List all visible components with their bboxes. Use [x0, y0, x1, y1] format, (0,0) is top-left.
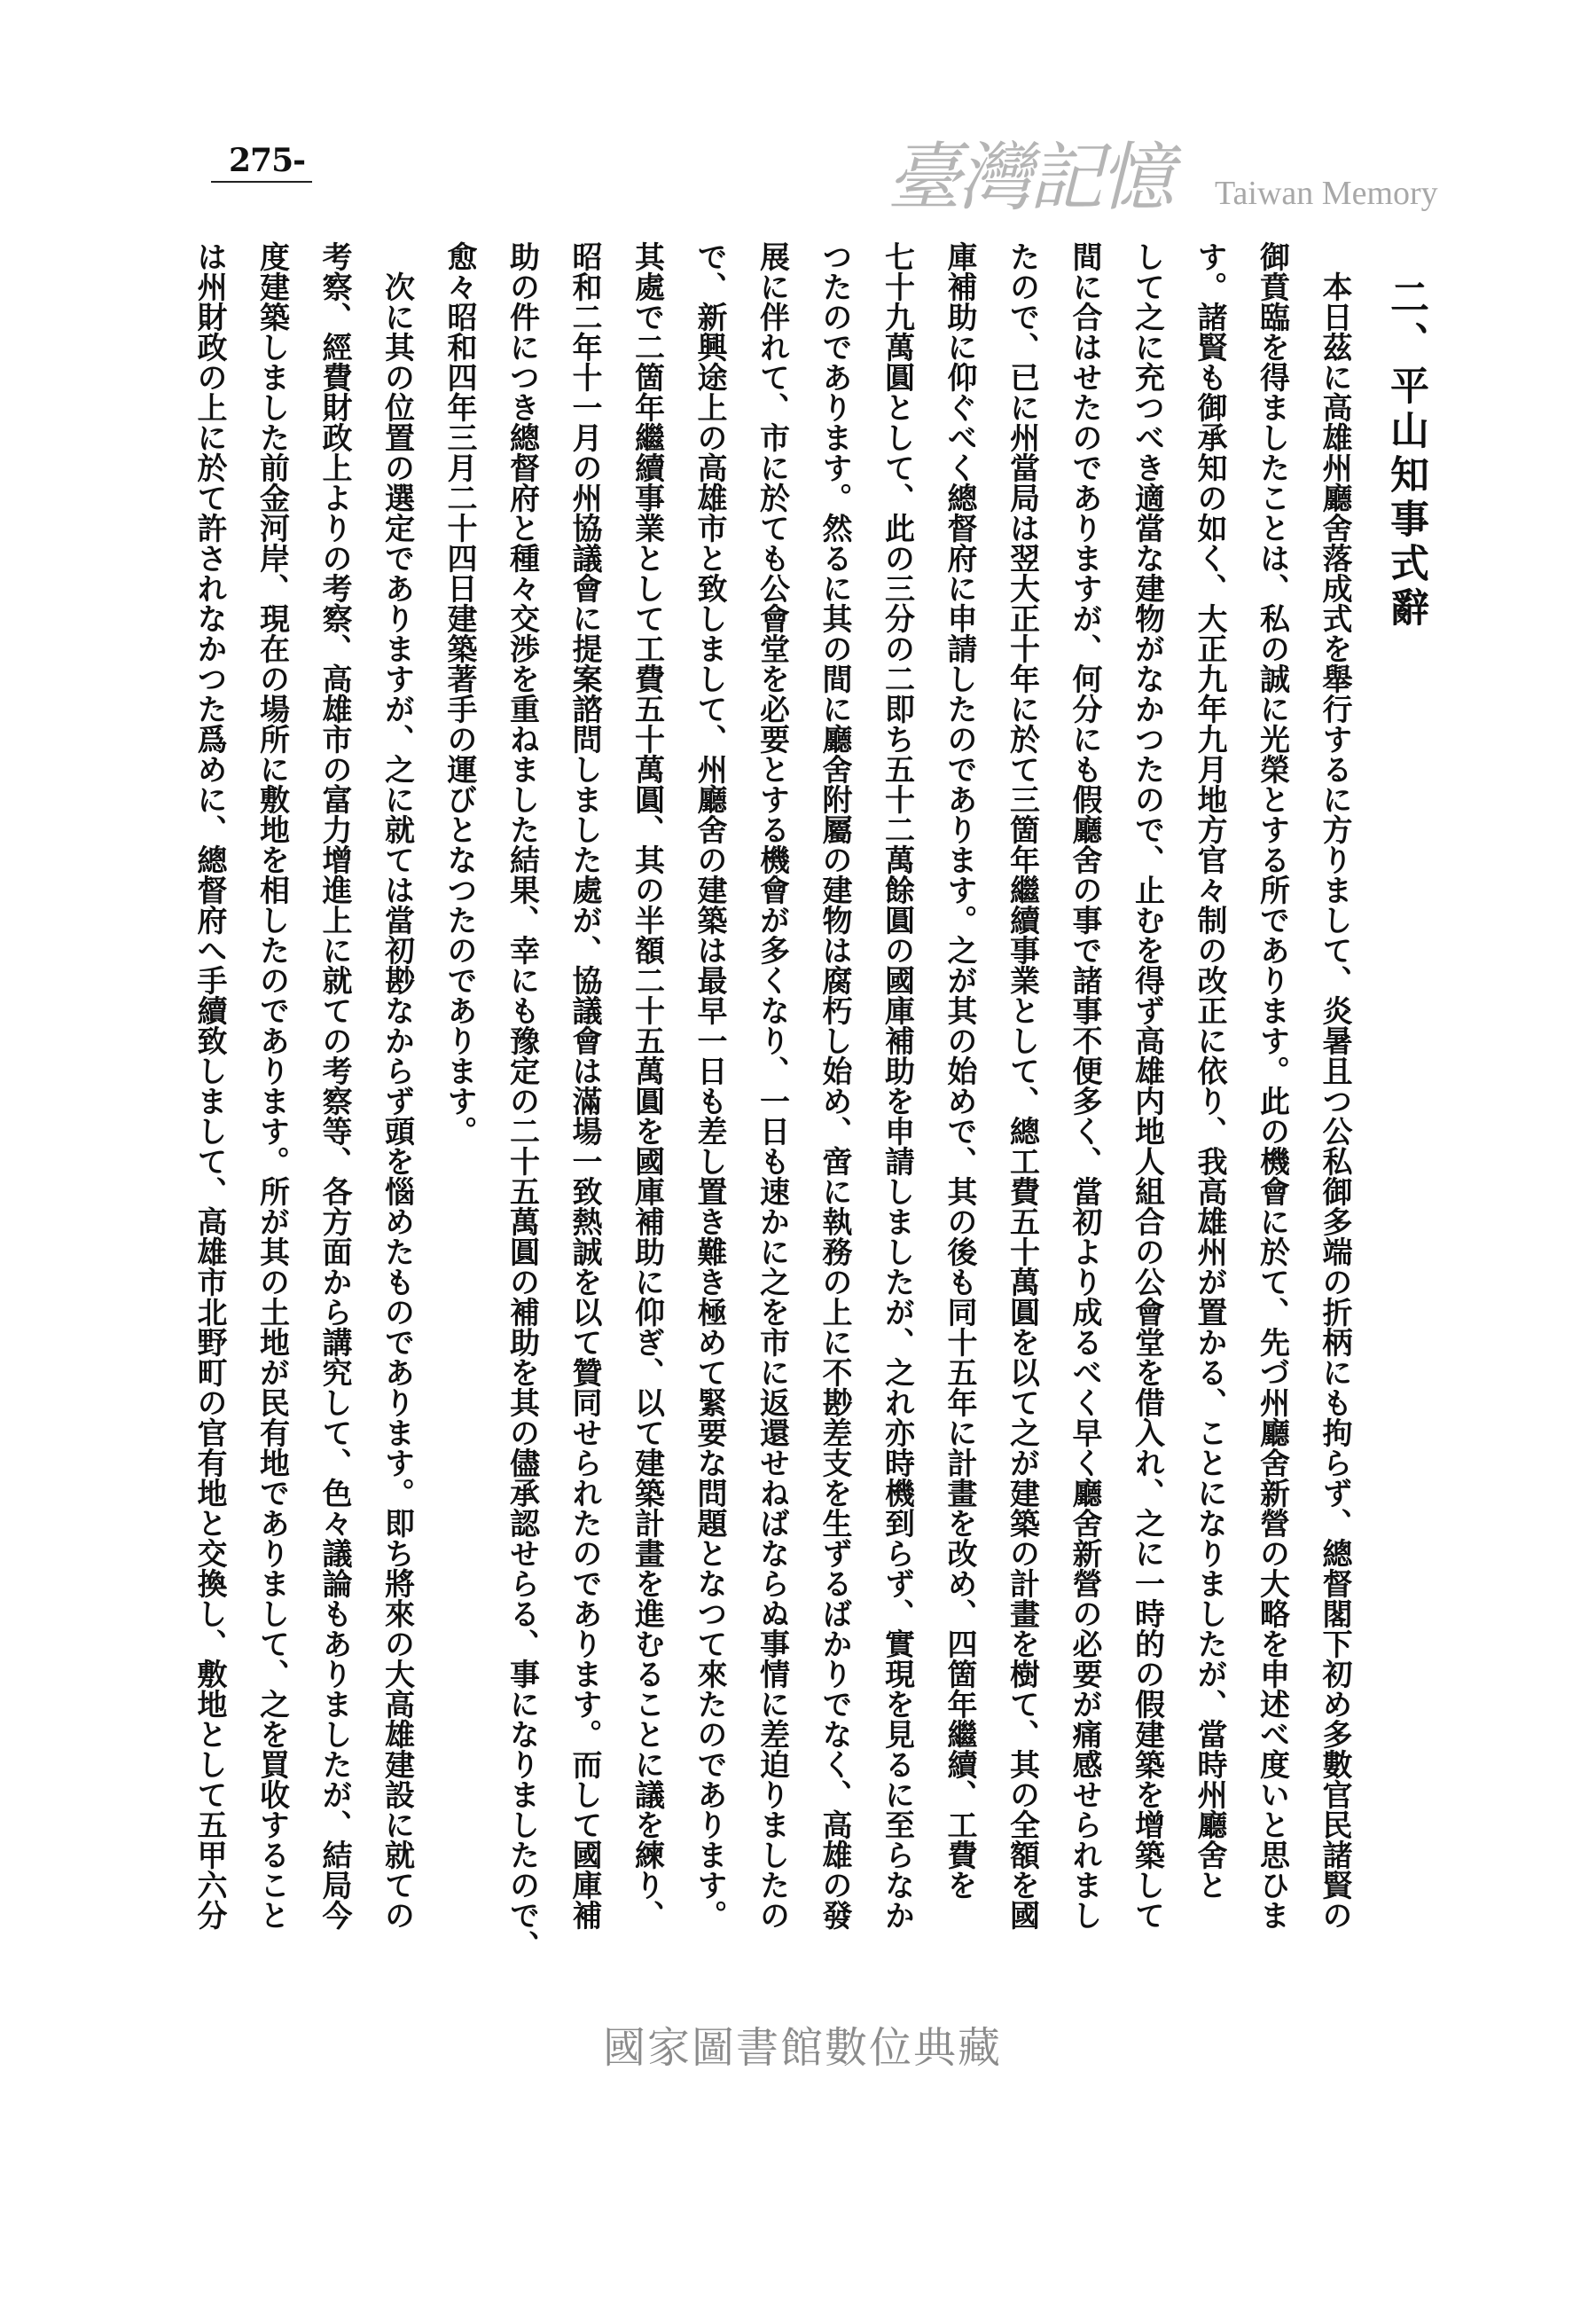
- text-column: 七十九萬圓として、此の三分の二即ち五十二萬餘圓の國庫補助を申請しましたが、之れ亦時機到らず、實現を見るに至らなか: [879, 241, 915, 1930]
- taiwan-memory-watermark: [887, 133, 1436, 231]
- text-column: 愈々昭和四年三月二十四日建築著手の運びとなつたのであります。: [442, 241, 477, 1146]
- footer-credit: 國家圖書館數位典藏: [603, 2023, 1003, 2073]
- watermark-sub: Taiwan Memory: [1215, 175, 1438, 212]
- text-column: 昭和二年十一月の州協議會に提案諮問しました處が、協議會は滿場一致熱誠を以て贊同せられたのであります。而して國庫補: [567, 241, 602, 1930]
- text-column: 度建築しました前金河岸、現在の場所に敷地を相したのであります。所が其の土地が民有地でありまして、之を買收すること: [254, 241, 290, 1930]
- text-column: して之に充つべき適當な建物がなかつたので、止むを得ず高雄内地人組合の公會堂を借入れ、之に一時的の假建築を增築して: [1129, 241, 1165, 1930]
- text-column: たので、已に州當局は翌大正十年に於て三箇年繼續事業として、總工費五十萬圓を以て之が建築の計畫を樹て、其の全額を國: [1004, 241, 1040, 1930]
- text-column: 考察、經費財政上よりの考察、高雄市の富力增進上に就ての考察等、各方面から講究して、色々議論もありましたが、結局今: [317, 241, 352, 1930]
- text-column: 展に伴れて、市に於ても公會堂を必要とする機會が多くなり、一日も速かに之を市に返還せねばならぬ事情に差迫りましたの: [754, 241, 790, 1930]
- text-column: 助の件につき總督府と種々交渉を重ねました結果、幸にも豫定の二十五萬圓の補助を其の儘承認せらる、事になりましたので、: [504, 241, 540, 1960]
- text-column: 庫補助に仰ぐべく總督府に申請したのであります。之が其の始めで、其の後も同十五年に計畫を改め、四箇年繼續、工費を: [942, 241, 977, 1900]
- text-column: で、新興途上の高雄市と致しまして、州廳舍の建築は最早一日も差し置き難き極めて緊要な問題となつて來たのであります。: [692, 241, 727, 1930]
- vertical-text-body: [164, 241, 1445, 1993]
- text-column: つたのであります。然るに其の間に廳舍附屬の建物は腐朽し始め、啻に執務の上に不尠差支を生ずるばかりでなく、高雄の發: [817, 241, 852, 1930]
- text-column: 次に其の位置の選定でありますが、之に就ては當初尠なからず頭を惱めたものであります。即ち將來の大高雄建設に就ての: [379, 271, 415, 1930]
- text-column: 間に合はせたのでありますが、何分にも假廳舍の事で諸事不便多く、當初より成るべく早く廳舍新營の必要が痛感せられまし: [1067, 241, 1102, 1930]
- text-column: は州財政の上に於て許されなかつた爲めに、總督府へ手續致しまして、高雄市北野町の官有地と交換し、敷地として五甲六分: [192, 241, 227, 1930]
- text-column: す。諸賢も御承知の如く、大正九年九月地方官々制の改正に依り、我高雄州が置かる、ことになりましたが、當時州廳舍と: [1192, 241, 1227, 1900]
- text-column: 御賁臨を得ましたことは、私の誠に光榮とする所であります。此の機會に於て、先づ州廳舍新營の大略を申述べ度いと思ひま: [1254, 241, 1290, 1930]
- text-column: 其處で二箇年繼續事業として工費五十萬圓、其の半額二十五萬圓を國庫補助に仰ぎ、以て建築計畫を進むることに議を練り、: [629, 241, 665, 1930]
- section-title: 二、平山知事式辭: [1383, 277, 1428, 631]
- text-column: 本日茲に高雄州廳舍落成式を舉行するに方りまして、炎暑且つ公私御多端の折柄にも拘らず、總督閣下初め多數官民諸賢の: [1317, 271, 1352, 1930]
- watermark-main: 臺灣記憶: [887, 134, 1171, 221]
- page-number: 275-: [211, 142, 312, 183]
